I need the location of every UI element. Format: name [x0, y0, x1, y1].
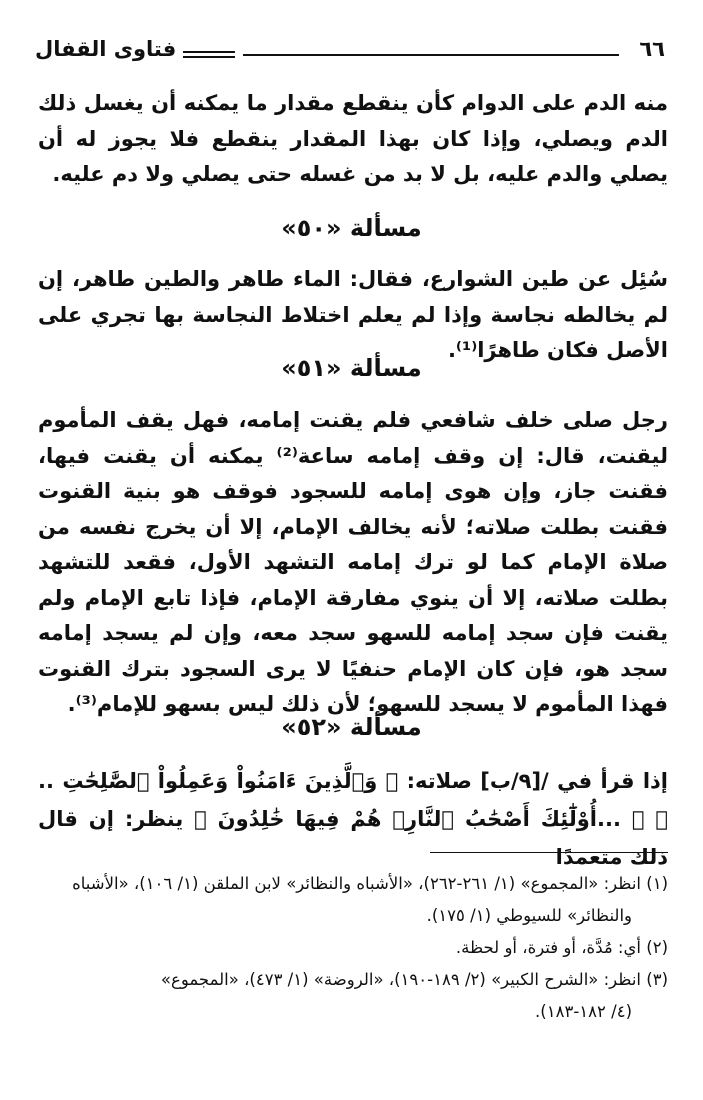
paragraph-masala-51: رجل صلى خلف شافعي فلم يقنت إمامه، فهل يقف المأموم ليقنت، قال: إن وقف إمامه ساعة⁽²⁾ يمكنه أن يقنت فيها، فقنت جاز، وإن هوى إمامه للسجود فوقف هو بنية القنوت فقنت بطلت صلاته؛ لأنه يخالف الإمام، إلا أن يخرج نفسه من صلاة الإمام كما لو ترك إمامه التشهد الأول، فقعد للتشهد بطلت صلاته، إلا أن ينوي مفارقة الإمام، فإذا تابع الإمام ولم يقنت فإن سجد إمامه للسهو سجد معه، وإن لم يسجد إمامه سجد هو، فإن كان الإمام حنفيًا لا يرى السجود بترك القنوت فهذا المأموم لا يسجد للسهو؛ لأن ذلك ليس بسهو للإمام⁽³⁾.: [38, 408, 668, 716]
paragraph-masala-52: إذا قرأ في /[٩/ب] صلاته: ﴿ وَٱلَّذِينَ ءَامَنُواْ وَعَمِلُواْ ٱلصَّٰلِحَٰتِ .. ﴾ ﴿ ...أُوْلَٰٓئِكَ أَصْحَٰبُ ٱلنَّارِۖ هُمْ فِيهَا خَٰلِدُونَ ﴾ ينظر: إن قال ذلك متعمدًا: [38, 769, 669, 869]
footnotes: [38, 868, 668, 1028]
header-rule: [243, 54, 619, 56]
footnote-1-line-2: والنظائر» للسيوطي (١/ ١٧٥).: [426, 906, 632, 925]
paragraph-continuation: منه الدم على الدوام كأن ينقطع مقدار ما يمكنه أن يغسل ذلك الدم ويصلي، وإذا كان بهذا المقدار ينقطع فلا يجوز له أن يصلي والدم عليه، بل لا بد من غسله حتى يصلي ولا دم عليه.: [38, 91, 668, 186]
footnote-3: [38, 964, 668, 1028]
footnote-2: (٢) أي: مُدَّة، أو فترة، أو لحظة.: [455, 938, 668, 957]
footnote-3-line-1: (٣) انظر: «الشرح الكبير» (٢/ ١٨٩-١٩٠)، «الروضة» (١/ ٤٧٣)، «المجموع»: [160, 970, 668, 989]
section-heading-50: مسألة «٥٠»: [281, 214, 422, 242]
section-heading-51: مسألة «٥١»: [281, 354, 422, 382]
footnote-1-line-1: (١) انظر: «المجموع» (١/ ٢٦١-٢٦٢)، «الأشباه والنظائر» لابن الملقن (١/ ١٠٦)، «الأشباه: [72, 874, 668, 893]
paragraph-masala-50: سُئِل عن طين الشوارع، فقال: الماء طاهر والطين طاهر، إن لم يخالطه نجاسة وإذا لم يعلم اختلاط النجاسة بها تجري على الأصل فكان طاهرًا⁽¹⁾.: [38, 267, 668, 362]
footnote-separator: [430, 852, 668, 853]
page-number: ٦٦: [639, 37, 665, 61]
title-ornament-dash: [183, 51, 235, 58]
footnote-3-line-2: (٤/ ١٨٢-١٨٣).: [535, 1002, 632, 1021]
running-header: [35, 36, 669, 64]
footnote-1: [38, 868, 668, 932]
section-heading-52: مسألة «٥٢»: [281, 713, 422, 741]
book-title: فتاوى القفال: [35, 37, 177, 61]
